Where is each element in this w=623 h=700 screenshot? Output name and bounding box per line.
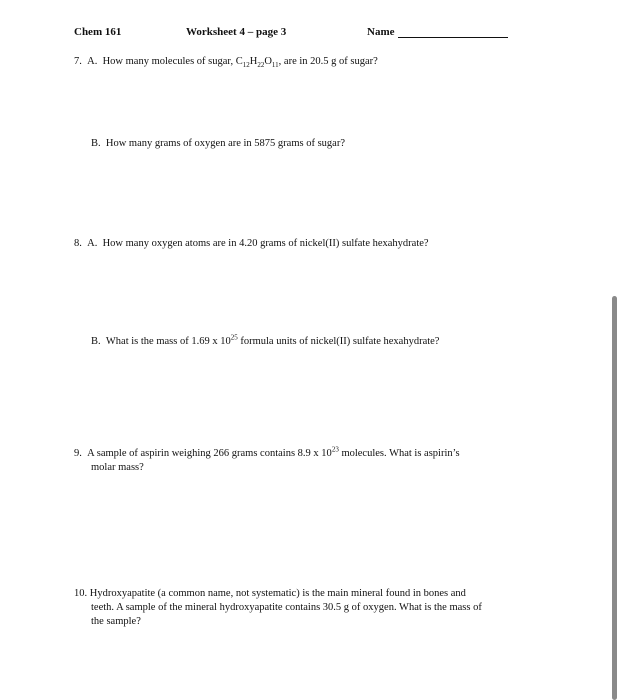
question-8b-label: B. bbox=[91, 336, 101, 347]
exponent-25: 25 bbox=[230, 333, 238, 342]
question-8b-text-pre: What is the mass of 1.69 x 10 bbox=[105, 336, 231, 347]
question-7a-text-post: , are in 20.5 g of sugar? bbox=[278, 56, 378, 67]
formula-subscript-o: 11 bbox=[271, 61, 279, 70]
question-8a bbox=[74, 237, 429, 251]
question-8a-label: A. bbox=[87, 238, 98, 249]
question-7-number: 7. bbox=[74, 56, 82, 67]
question-9-line1-pre: A sample of aspirin weighing 266 grams contains 8.9 x 10 bbox=[87, 448, 332, 459]
question-9 bbox=[74, 447, 460, 461]
question-8b-text-post: formula units of nickel(II) sulfate hexahydrate? bbox=[237, 336, 440, 347]
question-8-number: 8. bbox=[74, 238, 82, 249]
question-9-line1-post: molecules. What is aspirin’s bbox=[338, 448, 460, 459]
question-7a-label: A. bbox=[87, 56, 98, 67]
worksheet-title: Worksheet 4 – page 3 bbox=[186, 26, 287, 38]
formula-o: O bbox=[264, 56, 272, 67]
question-10-line2: teeth. A sample of the mineral hydroxyapatite contains 30.5 g of oxygen. What is the mass of bbox=[91, 602, 482, 613]
question-10-line3: the sample? bbox=[91, 616, 141, 627]
exponent-23: 23 bbox=[331, 445, 339, 454]
formula-subscript-h: 22 bbox=[257, 61, 265, 70]
question-7a-text-pre: How many molecules of sugar, C bbox=[102, 56, 243, 67]
course-title: Chem 161 bbox=[74, 26, 122, 38]
question-10-number: 10. bbox=[74, 588, 88, 599]
question-9-line2: molar mass? bbox=[91, 462, 144, 473]
name-blank-line bbox=[398, 37, 508, 38]
question-7b-text: How many grams of oxygen are in 5875 grams of sugar? bbox=[105, 138, 345, 149]
question-10 bbox=[74, 587, 466, 601]
formula-subscript-c: 12 bbox=[242, 61, 250, 70]
question-9-number: 9. bbox=[74, 448, 82, 459]
name-label: Name bbox=[367, 26, 395, 38]
formula-h: H bbox=[249, 56, 258, 67]
question-7b bbox=[91, 137, 345, 151]
question-7a bbox=[74, 55, 378, 69]
vertical-scrollbar[interactable] bbox=[612, 296, 617, 700]
question-8a-text: How many oxygen atoms are in 4.20 grams of nickel(II) sulfate hexahydrate? bbox=[102, 238, 429, 249]
question-8b bbox=[91, 335, 439, 349]
question-7b-label: B. bbox=[91, 138, 101, 149]
question-10-line1: Hydroxyapatite (a common name, not systematic) is the main mineral found in bones and bbox=[89, 588, 466, 599]
